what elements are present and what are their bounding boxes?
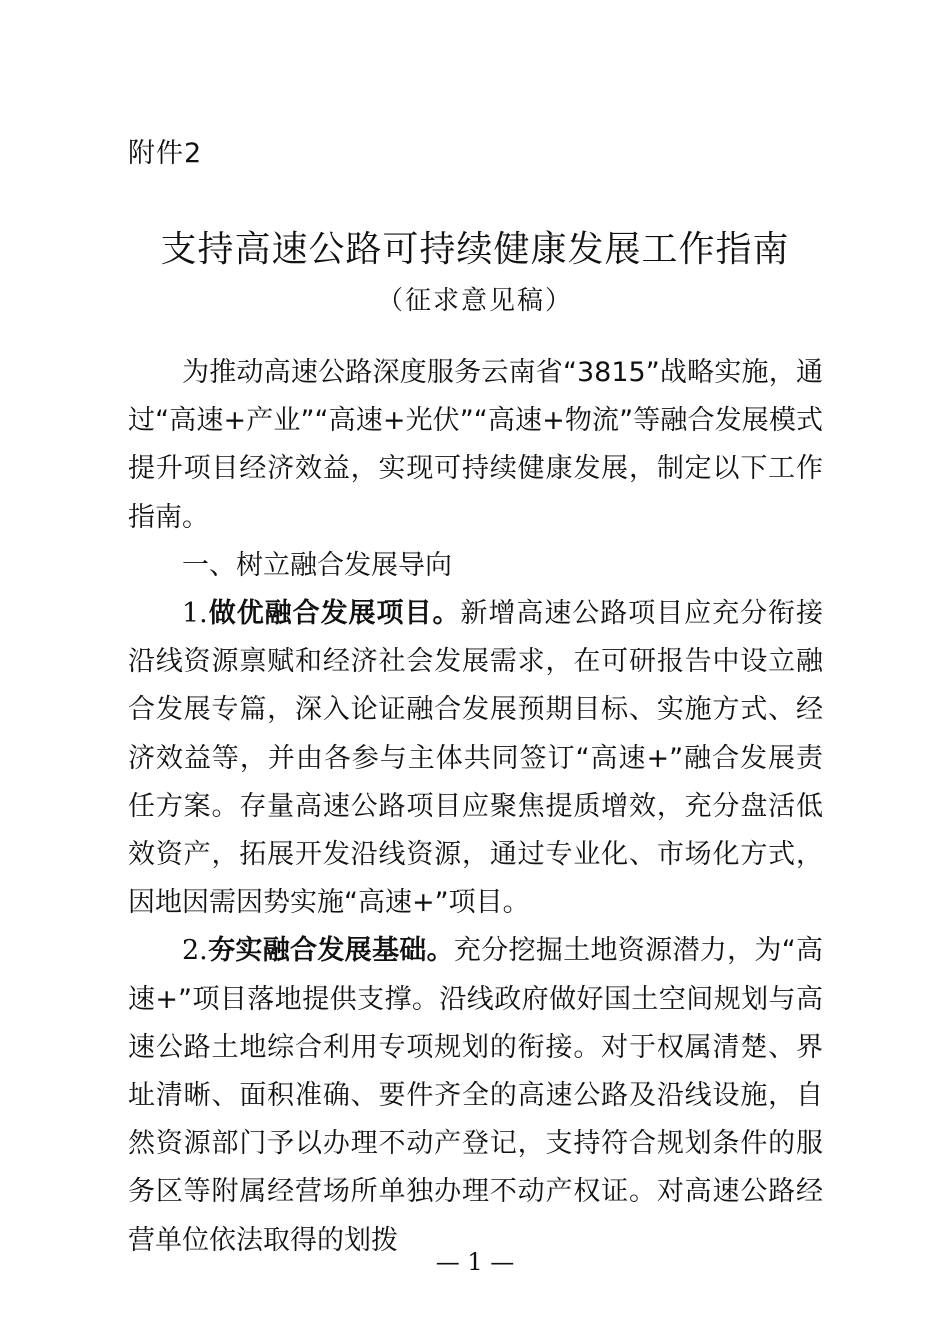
item-paragraph-1 <box>128 590 823 927</box>
document-subtitle: （征求意见稿） <box>376 286 573 316</box>
intro-paragraph: 为推动高速公路深度服务云南省“3815”战略实施，通过“高速+产业”“高速+光伏”“高速+物流”等融合发展模式提升项目经济效益，实现可持续健康发展，制定以下工作指南。 <box>128 357 823 533</box>
section-heading: 一、树立融合发展导向 <box>182 549 452 581</box>
item-lead: 做优融合发展项目。 <box>207 598 461 630</box>
document-title: 支持高速公路可持续健康发展工作指南 <box>160 229 790 270</box>
attachment-label: 附件2 <box>128 138 203 169</box>
page-number: — 1 — <box>435 1248 515 1276</box>
item-text: 充分挖掘土地资源潜力，为“高速+”项目落地提供支撑。沿线政府做好国土空间规划与高速公路土地综合利用专项规划的衔接。对于权属清楚、界址清晰、面积准确、要件齐全的高速公路及沿线设施，自然资源部门予以办理不动产登记，支持符合规划条件的服务区等附属经营场所单独办理不动产权证。对高速公路经营单位依法取得的划拨 <box>128 935 823 1256</box>
item-number: 1. <box>182 598 208 630</box>
item-lead: 夯实融合发展基础。 <box>207 935 454 967</box>
item-number: 2. <box>182 935 208 967</box>
item-text: 新增高速公路项目应充分衔接沿线资源禀赋和经济社会发展需求，在可研报告中设立融合发展专篇，深入论证融合发展预期目标、实施方式、经济效益等，并由各参与主体共同签订“高速+”融合发展责任方案。存量高速公路项目应聚焦提质增效，充分盘活低效资产，拓展开发沿线资源，通过专业化、市场化方式，因地因需因势实施“高速+”项目。 <box>128 598 824 919</box>
item-paragraph-2 <box>128 927 823 1264</box>
document-body <box>128 349 823 1265</box>
